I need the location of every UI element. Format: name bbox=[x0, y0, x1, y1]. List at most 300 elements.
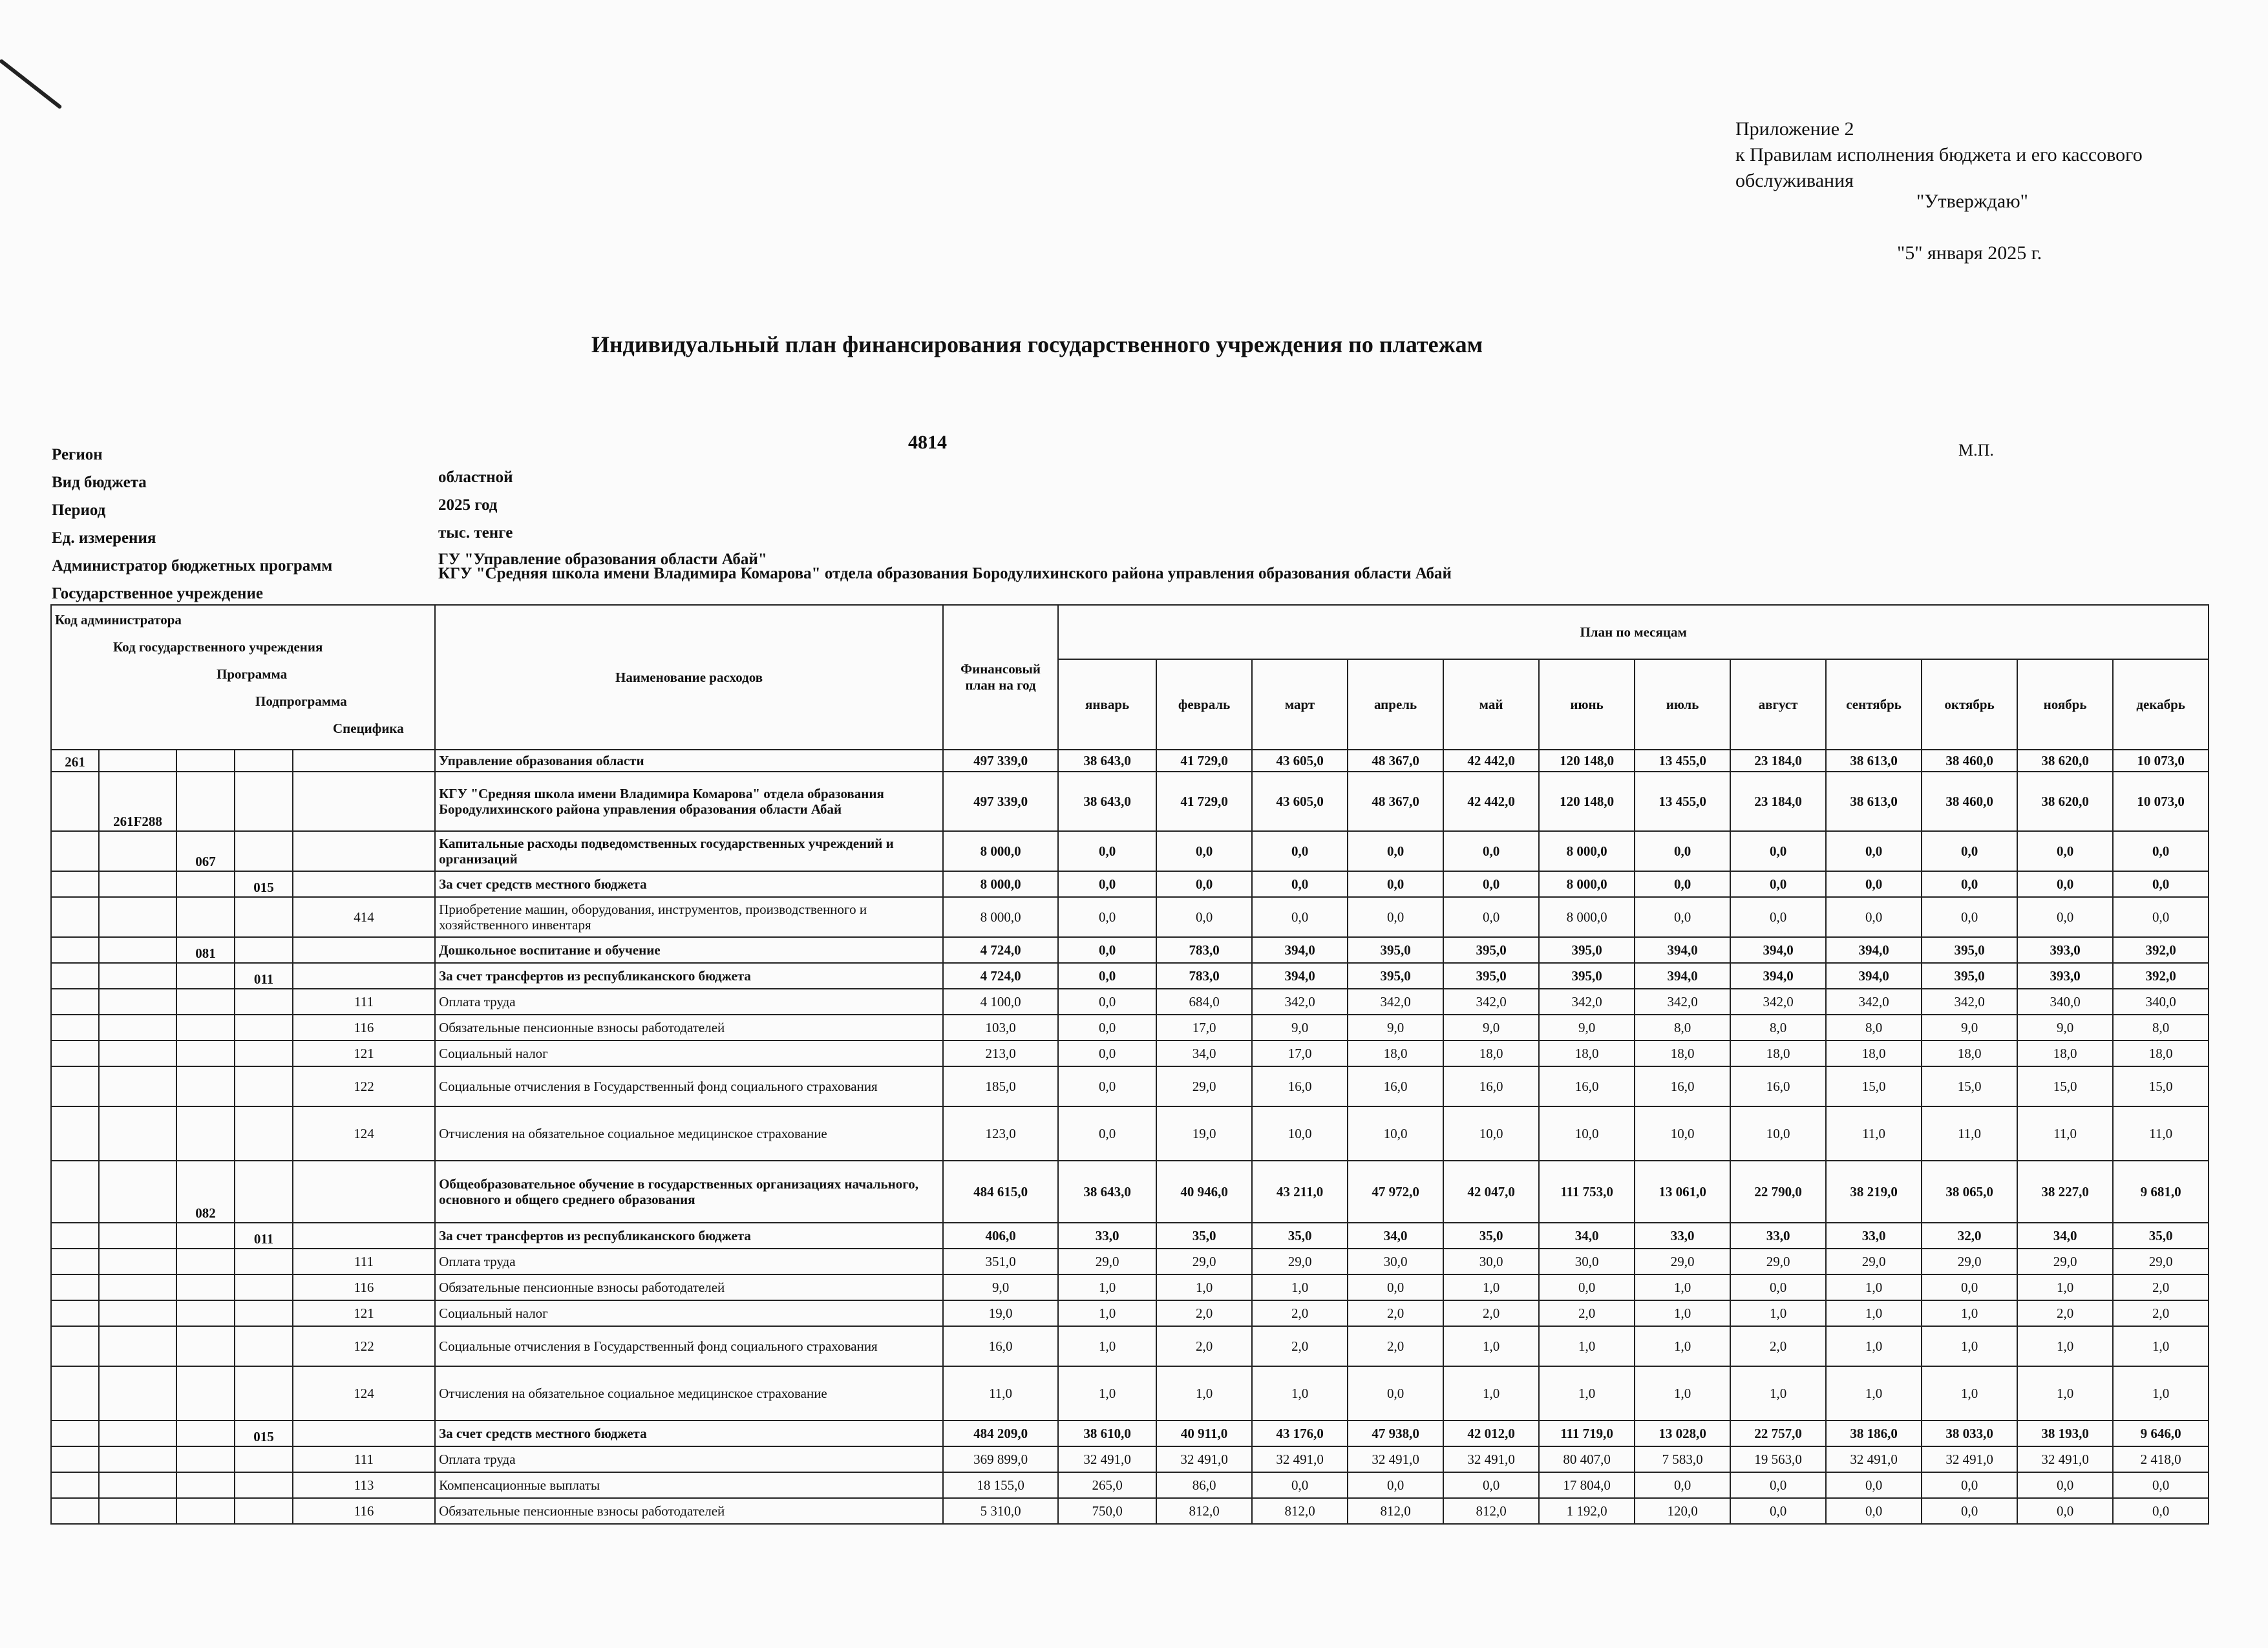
month-value-cell: 32 491,0 bbox=[1058, 1446, 1156, 1472]
month-value-cell: 34,0 bbox=[2017, 1223, 2113, 1249]
month-value-cell: 18,0 bbox=[1443, 1041, 1539, 1066]
subprogram-cell bbox=[235, 750, 293, 772]
month-value-cell: 0,0 bbox=[1156, 871, 1252, 897]
month-value-cell: 40 946,0 bbox=[1156, 1161, 1252, 1223]
month-value-cell: 0,0 bbox=[2113, 897, 2209, 937]
month-value-cell: 9,0 bbox=[1252, 1015, 1348, 1041]
program-cell bbox=[176, 1274, 235, 1300]
month-value-cell: 342,0 bbox=[1443, 989, 1539, 1015]
month-value-cell: 0,0 bbox=[1922, 1274, 2017, 1300]
month-value-cell: 22 790,0 bbox=[1730, 1161, 1826, 1223]
month-value-cell: 0,0 bbox=[1443, 831, 1539, 871]
hdr-specifics: Специфика bbox=[333, 721, 404, 736]
month-value-cell: 13 455,0 bbox=[1635, 772, 1730, 831]
month-value-cell: 392,0 bbox=[2113, 963, 2209, 989]
month-value-cell: 395,0 bbox=[1922, 963, 2017, 989]
month-value-cell: 0,0 bbox=[2113, 871, 2209, 897]
month-value-cell: 9,0 bbox=[1922, 1015, 2017, 1041]
month-value-cell: 19 563,0 bbox=[1730, 1446, 1826, 1472]
hdr-month: январь bbox=[1058, 659, 1156, 750]
month-value-cell: 0,0 bbox=[1443, 1472, 1539, 1498]
institution-code-cell bbox=[99, 1446, 176, 1472]
month-value-cell: 2,0 bbox=[2017, 1300, 2113, 1326]
program-cell bbox=[176, 1498, 235, 1524]
subprogram-cell: 011 bbox=[235, 963, 293, 989]
month-value-cell: 0,0 bbox=[1252, 871, 1348, 897]
month-value-cell: 1,0 bbox=[1635, 1300, 1730, 1326]
month-value-cell: 1,0 bbox=[2113, 1326, 2209, 1366]
expense-name-cell: За счет трансфертов из республиканского бюджета bbox=[435, 963, 943, 989]
month-value-cell: 16,0 bbox=[1635, 1066, 1730, 1106]
table-row bbox=[51, 1015, 2209, 1041]
month-value-cell: 15,0 bbox=[2017, 1066, 2113, 1106]
month-value-cell: 0,0 bbox=[1058, 1041, 1156, 1066]
month-value-cell: 2,0 bbox=[2113, 1300, 2209, 1326]
hdr-month: март bbox=[1252, 659, 1348, 750]
specifics-cell: 121 bbox=[293, 1041, 435, 1066]
admin-code-cell bbox=[51, 1446, 99, 1472]
admin-code-cell bbox=[51, 1106, 99, 1161]
month-value-cell: 33,0 bbox=[1635, 1223, 1730, 1249]
month-value-cell: 0,0 bbox=[1443, 871, 1539, 897]
month-value-cell: 38 613,0 bbox=[1826, 772, 1922, 831]
annual-plan-cell: 497 339,0 bbox=[943, 750, 1058, 772]
admin-code-cell bbox=[51, 1421, 99, 1446]
month-value-cell: 29,0 bbox=[2017, 1249, 2113, 1274]
month-value-cell: 0,0 bbox=[1252, 831, 1348, 871]
expense-name-cell: Социальные отчисления в Государственный фонд социального страхования bbox=[435, 1066, 943, 1106]
month-value-cell: 35,0 bbox=[2113, 1223, 2209, 1249]
month-value-cell: 9,0 bbox=[1539, 1015, 1635, 1041]
month-value-cell: 18,0 bbox=[2113, 1041, 2209, 1066]
annual-plan-cell: 8 000,0 bbox=[943, 897, 1058, 937]
month-value-cell: 0,0 bbox=[1348, 1366, 1443, 1421]
month-value-cell: 18,0 bbox=[1826, 1041, 1922, 1066]
month-value-cell: 34,0 bbox=[1539, 1223, 1635, 1249]
month-value-cell: 38 033,0 bbox=[1922, 1421, 2017, 1446]
month-value-cell: 8 000,0 bbox=[1539, 871, 1635, 897]
month-value-cell: 342,0 bbox=[1826, 989, 1922, 1015]
month-value-cell: 0,0 bbox=[1922, 1472, 2017, 1498]
month-value-cell: 13 061,0 bbox=[1635, 1161, 1730, 1223]
month-value-cell: 10 073,0 bbox=[2113, 750, 2209, 772]
month-value-cell: 0,0 bbox=[1730, 1274, 1826, 1300]
month-value-cell: 43 605,0 bbox=[1252, 772, 1348, 831]
month-value-cell: 1,0 bbox=[1730, 1300, 1826, 1326]
expense-name-cell: Капитальные расходы подведомственных государственных учреждений и организаций bbox=[435, 831, 943, 871]
institution-label: Государственное учреждение bbox=[52, 585, 263, 602]
month-value-cell: 2,0 bbox=[1156, 1300, 1252, 1326]
month-value-cell: 9,0 bbox=[2017, 1015, 2113, 1041]
specifics-cell: 122 bbox=[293, 1326, 435, 1366]
month-value-cell: 2,0 bbox=[1156, 1326, 1252, 1366]
institution-code-cell bbox=[99, 1472, 176, 1498]
hdr-monthly-plan: План по месяцам bbox=[1058, 605, 2209, 659]
program-cell bbox=[176, 1106, 235, 1161]
month-value-cell: 342,0 bbox=[1539, 989, 1635, 1015]
annual-plan-cell: 9,0 bbox=[943, 1274, 1058, 1300]
month-value-cell: 1,0 bbox=[2017, 1274, 2113, 1300]
admin-code-cell bbox=[51, 1223, 99, 1249]
month-value-cell: 265,0 bbox=[1058, 1472, 1156, 1498]
month-value-cell: 29,0 bbox=[1156, 1066, 1252, 1106]
month-value-cell: 0,0 bbox=[1156, 897, 1252, 937]
month-value-cell: 33,0 bbox=[1730, 1223, 1826, 1249]
program-cell: 081 bbox=[176, 937, 235, 963]
month-value-cell: 29,0 bbox=[1252, 1249, 1348, 1274]
month-value-cell: 812,0 bbox=[1156, 1498, 1252, 1524]
subprogram-cell: 015 bbox=[235, 1421, 293, 1446]
month-value-cell: 0,0 bbox=[1635, 1472, 1730, 1498]
month-value-cell: 1,0 bbox=[1826, 1300, 1922, 1326]
annual-plan-cell: 185,0 bbox=[943, 1066, 1058, 1106]
table-row bbox=[51, 772, 2209, 831]
month-value-cell: 38 227,0 bbox=[2017, 1161, 2113, 1223]
month-value-cell: 32 491,0 bbox=[1156, 1446, 1252, 1472]
specifics-cell: 113 bbox=[293, 1472, 435, 1498]
table-body bbox=[51, 750, 2209, 1524]
program-cell bbox=[176, 897, 235, 937]
month-value-cell: 0,0 bbox=[1058, 963, 1156, 989]
month-value-cell: 30,0 bbox=[1348, 1249, 1443, 1274]
admin-code-cell bbox=[51, 1472, 99, 1498]
institution-code-cell bbox=[99, 963, 176, 989]
hdr-month: август bbox=[1730, 659, 1826, 750]
subprogram-cell bbox=[235, 831, 293, 871]
program-cell bbox=[176, 1066, 235, 1106]
admin-code-cell bbox=[51, 963, 99, 989]
month-value-cell: 13 455,0 bbox=[1635, 750, 1730, 772]
month-value-cell: 16,0 bbox=[1348, 1066, 1443, 1106]
month-value-cell: 342,0 bbox=[1252, 989, 1348, 1015]
expense-name-cell: Обязательные пенсионные взносы работодателей bbox=[435, 1274, 943, 1300]
hdr-expense-name: Наименование расходов bbox=[435, 605, 943, 750]
month-value-cell: 2,0 bbox=[1730, 1326, 1826, 1366]
specifics-cell: 116 bbox=[293, 1498, 435, 1524]
program-cell bbox=[176, 750, 235, 772]
month-value-cell: 1,0 bbox=[1635, 1366, 1730, 1421]
month-value-cell: 29,0 bbox=[1922, 1249, 2017, 1274]
table-row bbox=[51, 1223, 2209, 1249]
month-value-cell: 48 367,0 bbox=[1348, 750, 1443, 772]
program-cell bbox=[176, 1249, 235, 1274]
month-value-cell: 8,0 bbox=[1635, 1015, 1730, 1041]
month-value-cell: 0,0 bbox=[1826, 897, 1922, 937]
month-value-cell: 0,0 bbox=[1730, 1472, 1826, 1498]
expense-name-cell: Оплата труда bbox=[435, 989, 943, 1015]
admin-code-cell bbox=[51, 772, 99, 831]
institution-code-cell: 261F288 bbox=[99, 772, 176, 831]
month-value-cell: 1,0 bbox=[1058, 1326, 1156, 1366]
month-value-cell: 0,0 bbox=[1058, 989, 1156, 1015]
month-value-cell: 393,0 bbox=[2017, 963, 2113, 989]
annual-plan-cell: 8 000,0 bbox=[943, 831, 1058, 871]
month-value-cell: 1,0 bbox=[1826, 1366, 1922, 1421]
month-value-cell: 18,0 bbox=[1922, 1041, 2017, 1066]
hdr-month: июнь bbox=[1539, 659, 1635, 750]
specifics-cell: 121 bbox=[293, 1300, 435, 1326]
hdr-month: май bbox=[1443, 659, 1539, 750]
institution-code-cell bbox=[99, 897, 176, 937]
subprogram-cell bbox=[235, 1498, 293, 1524]
annual-plan-cell: 5 310,0 bbox=[943, 1498, 1058, 1524]
program-cell bbox=[176, 963, 235, 989]
table-row bbox=[51, 1472, 2209, 1498]
institution-code-cell bbox=[99, 1326, 176, 1366]
month-value-cell: 0,0 bbox=[1348, 1472, 1443, 1498]
subprogram-cell bbox=[235, 1249, 293, 1274]
subprogram-cell bbox=[235, 1161, 293, 1223]
month-value-cell: 1,0 bbox=[1539, 1366, 1635, 1421]
subprogram-cell: 011 bbox=[235, 1223, 293, 1249]
table-row bbox=[51, 1421, 2209, 1446]
table-row bbox=[51, 897, 2209, 937]
month-value-cell: 47 972,0 bbox=[1348, 1161, 1443, 1223]
month-value-cell: 1,0 bbox=[1922, 1300, 2017, 1326]
month-value-cell: 29,0 bbox=[1730, 1249, 1826, 1274]
table-row bbox=[51, 963, 2209, 989]
table-row bbox=[51, 750, 2209, 772]
month-value-cell: 32 491,0 bbox=[1922, 1446, 2017, 1472]
hdr-subprogram: Подпрограмма bbox=[255, 693, 347, 709]
subprogram-cell bbox=[235, 772, 293, 831]
month-value-cell: 2,0 bbox=[1252, 1300, 1348, 1326]
period-value: 2025 год bbox=[438, 496, 498, 514]
annual-plan-cell: 123,0 bbox=[943, 1106, 1058, 1161]
expense-name-cell: Оплата труда bbox=[435, 1446, 943, 1472]
month-value-cell: 0,0 bbox=[1058, 1015, 1156, 1041]
period-label: Период bbox=[52, 502, 106, 519]
program-cell bbox=[176, 1366, 235, 1421]
month-value-cell: 15,0 bbox=[2113, 1066, 2209, 1106]
month-value-cell: 8,0 bbox=[1826, 1015, 1922, 1041]
month-value-cell: 0,0 bbox=[1922, 831, 2017, 871]
month-value-cell: 38 460,0 bbox=[1922, 750, 2017, 772]
month-value-cell: 29,0 bbox=[1156, 1249, 1252, 1274]
specifics-cell bbox=[293, 750, 435, 772]
specifics-cell: 111 bbox=[293, 1249, 435, 1274]
month-value-cell: 38 643,0 bbox=[1058, 750, 1156, 772]
month-value-cell: 342,0 bbox=[1730, 989, 1826, 1015]
month-value-cell: 812,0 bbox=[1252, 1498, 1348, 1524]
month-value-cell: 18,0 bbox=[1730, 1041, 1826, 1066]
budget-type-value: областной bbox=[438, 469, 513, 486]
subprogram-cell bbox=[235, 1066, 293, 1106]
expense-name-cell: За счет средств местного бюджета bbox=[435, 871, 943, 897]
month-value-cell: 395,0 bbox=[1348, 937, 1443, 963]
month-value-cell: 1,0 bbox=[1058, 1366, 1156, 1421]
table-row bbox=[51, 1066, 2209, 1106]
month-value-cell: 1,0 bbox=[1443, 1366, 1539, 1421]
expense-name-cell: Социальный налог bbox=[435, 1300, 943, 1326]
institution-code-cell bbox=[99, 1249, 176, 1274]
admin-code-cell bbox=[51, 871, 99, 897]
approve-date: "5" января 2025 г. bbox=[1897, 242, 2042, 264]
month-value-cell: 0,0 bbox=[1252, 1472, 1348, 1498]
month-value-cell: 10,0 bbox=[1443, 1106, 1539, 1161]
month-value-cell: 2 418,0 bbox=[2113, 1446, 2209, 1472]
month-value-cell: 394,0 bbox=[1826, 937, 1922, 963]
admin-code-cell bbox=[51, 1498, 99, 1524]
month-value-cell: 111 753,0 bbox=[1539, 1161, 1635, 1223]
month-value-cell: 38 620,0 bbox=[2017, 750, 2113, 772]
program-cell bbox=[176, 1041, 235, 1066]
month-value-cell: 29,0 bbox=[1826, 1249, 1922, 1274]
pen-mark bbox=[0, 59, 62, 110]
month-value-cell: 34,0 bbox=[1156, 1041, 1252, 1066]
month-value-cell: 16,0 bbox=[1730, 1066, 1826, 1106]
month-value-cell: 23 184,0 bbox=[1730, 772, 1826, 831]
appendix-line-1: Приложение 2 bbox=[1735, 118, 1854, 140]
month-value-cell: 1,0 bbox=[1730, 1366, 1826, 1421]
specifics-cell bbox=[293, 831, 435, 871]
admin-code-cell bbox=[51, 831, 99, 871]
institution-code-cell bbox=[99, 871, 176, 897]
annual-plan-cell: 406,0 bbox=[943, 1223, 1058, 1249]
table-row bbox=[51, 831, 2209, 871]
admin-label: Администратор бюджетных программ bbox=[52, 557, 333, 575]
table-row bbox=[51, 989, 2209, 1015]
month-value-cell: 18,0 bbox=[1539, 1041, 1635, 1066]
subprogram-cell bbox=[235, 1472, 293, 1498]
subprogram-cell bbox=[235, 1106, 293, 1161]
expense-name-cell: За счет трансфертов из республиканского бюджета bbox=[435, 1223, 943, 1249]
region-label: Регион bbox=[52, 446, 103, 463]
month-value-cell: 1,0 bbox=[1443, 1274, 1539, 1300]
month-value-cell: 394,0 bbox=[1252, 937, 1348, 963]
month-value-cell: 394,0 bbox=[1826, 963, 1922, 989]
institution-code-cell bbox=[99, 1498, 176, 1524]
table-row bbox=[51, 1106, 2209, 1161]
month-value-cell: 1,0 bbox=[1635, 1274, 1730, 1300]
month-value-cell: 0,0 bbox=[2017, 831, 2113, 871]
month-value-cell: 9 646,0 bbox=[2113, 1421, 2209, 1446]
month-value-cell: 0,0 bbox=[2113, 1498, 2209, 1524]
month-value-cell: 0,0 bbox=[1730, 831, 1826, 871]
month-value-cell: 812,0 bbox=[1443, 1498, 1539, 1524]
month-value-cell: 2,0 bbox=[1539, 1300, 1635, 1326]
month-value-cell: 38 610,0 bbox=[1058, 1421, 1156, 1446]
month-value-cell: 0,0 bbox=[1635, 897, 1730, 937]
month-value-cell: 8,0 bbox=[1730, 1015, 1826, 1041]
annual-plan-cell: 4 724,0 bbox=[943, 937, 1058, 963]
annual-plan-cell: 103,0 bbox=[943, 1015, 1058, 1041]
month-value-cell: 1,0 bbox=[1922, 1366, 2017, 1421]
hdr-month: октябрь bbox=[1922, 659, 2017, 750]
month-value-cell: 42 047,0 bbox=[1443, 1161, 1539, 1223]
month-value-cell: 812,0 bbox=[1348, 1498, 1443, 1524]
month-value-cell: 10,0 bbox=[1252, 1106, 1348, 1161]
program-cell bbox=[176, 1446, 235, 1472]
month-value-cell: 38 065,0 bbox=[1922, 1161, 2017, 1223]
institution-code-cell bbox=[99, 1106, 176, 1161]
month-value-cell: 392,0 bbox=[2113, 937, 2209, 963]
month-value-cell: 41 729,0 bbox=[1156, 772, 1252, 831]
subprogram-cell bbox=[235, 1015, 293, 1041]
month-value-cell: 17,0 bbox=[1156, 1015, 1252, 1041]
month-value-cell: 1,0 bbox=[1058, 1300, 1156, 1326]
program-cell bbox=[176, 1223, 235, 1249]
subprogram-cell bbox=[235, 1446, 293, 1472]
month-value-cell: 1,0 bbox=[1252, 1366, 1348, 1421]
month-value-cell: 48 367,0 bbox=[1348, 772, 1443, 831]
annual-plan-cell: 16,0 bbox=[943, 1326, 1058, 1366]
month-value-cell: 0,0 bbox=[2113, 831, 2209, 871]
subprogram-cell: 015 bbox=[235, 871, 293, 897]
program-cell bbox=[176, 1472, 235, 1498]
month-value-cell: 11,0 bbox=[1826, 1106, 1922, 1161]
institution-code-cell bbox=[99, 1015, 176, 1041]
hdr-institution-code: Код государственного учреждения bbox=[113, 639, 323, 655]
month-value-cell: 15,0 bbox=[1826, 1066, 1922, 1106]
specifics-cell: 122 bbox=[293, 1066, 435, 1106]
annual-plan-cell: 18 155,0 bbox=[943, 1472, 1058, 1498]
institution-code-cell bbox=[99, 1421, 176, 1446]
table-row bbox=[51, 937, 2209, 963]
month-value-cell: 16,0 bbox=[1443, 1066, 1539, 1106]
annual-plan-cell: 351,0 bbox=[943, 1249, 1058, 1274]
month-value-cell: 32 491,0 bbox=[2017, 1446, 2113, 1472]
month-value-cell: 42 442,0 bbox=[1443, 772, 1539, 831]
month-value-cell: 19,0 bbox=[1156, 1106, 1252, 1161]
expense-name-cell: Обязательные пенсионные взносы работодателей bbox=[435, 1015, 943, 1041]
institution-code-cell bbox=[99, 937, 176, 963]
month-value-cell: 42 442,0 bbox=[1443, 750, 1539, 772]
institution-code-cell bbox=[99, 831, 176, 871]
table-row bbox=[51, 1366, 2209, 1421]
region-code: 4814 bbox=[908, 432, 947, 453]
month-value-cell: 1,0 bbox=[1539, 1326, 1635, 1366]
month-value-cell: 0,0 bbox=[1058, 937, 1156, 963]
header-row-1 bbox=[51, 605, 2209, 659]
month-value-cell: 41 729,0 bbox=[1156, 750, 1252, 772]
annual-plan-cell: 484 209,0 bbox=[943, 1421, 1058, 1446]
month-value-cell: 1,0 bbox=[1156, 1366, 1252, 1421]
month-value-cell: 0,0 bbox=[1826, 871, 1922, 897]
month-value-cell: 42 012,0 bbox=[1443, 1421, 1539, 1446]
month-value-cell: 1,0 bbox=[2017, 1326, 2113, 1366]
annual-plan-cell: 4 724,0 bbox=[943, 963, 1058, 989]
month-value-cell: 15,0 bbox=[1922, 1066, 2017, 1106]
appendix-line-3: обслуживания bbox=[1735, 170, 1854, 191]
month-value-cell: 32 491,0 bbox=[1252, 1446, 1348, 1472]
month-value-cell: 8,0 bbox=[2113, 1015, 2209, 1041]
expense-name-cell: Отчисления на обязательное социальное медицинское страхование bbox=[435, 1106, 943, 1161]
hdr-admin-code: Код администратора bbox=[55, 612, 182, 628]
month-value-cell: 40 911,0 bbox=[1156, 1421, 1252, 1446]
month-value-cell: 38 186,0 bbox=[1826, 1421, 1922, 1446]
month-value-cell: 395,0 bbox=[1443, 963, 1539, 989]
month-value-cell: 23 184,0 bbox=[1730, 750, 1826, 772]
month-value-cell: 1,0 bbox=[1826, 1326, 1922, 1366]
month-value-cell: 0,0 bbox=[1539, 1274, 1635, 1300]
month-value-cell: 38 620,0 bbox=[2017, 772, 2113, 831]
month-value-cell: 120 148,0 bbox=[1539, 772, 1635, 831]
institution-value: КГУ "Средняя школа имени Владимира Комарова" отдела образования Бородулихинского района управления образования области Абай bbox=[438, 565, 1452, 582]
month-value-cell: 38 460,0 bbox=[1922, 772, 2017, 831]
table-row bbox=[51, 871, 2209, 897]
month-value-cell: 0,0 bbox=[1922, 897, 2017, 937]
month-value-cell: 80 407,0 bbox=[1539, 1446, 1635, 1472]
month-value-cell: 0,0 bbox=[1635, 871, 1730, 897]
specifics-cell: 414 bbox=[293, 897, 435, 937]
admin-code-cell: 261 bbox=[51, 750, 99, 772]
month-value-cell: 395,0 bbox=[1539, 963, 1635, 989]
expense-name-cell: Компенсационные выплаты bbox=[435, 1472, 943, 1498]
month-value-cell: 10,0 bbox=[1348, 1106, 1443, 1161]
month-value-cell: 1,0 bbox=[1443, 1326, 1539, 1366]
subprogram-cell bbox=[235, 937, 293, 963]
